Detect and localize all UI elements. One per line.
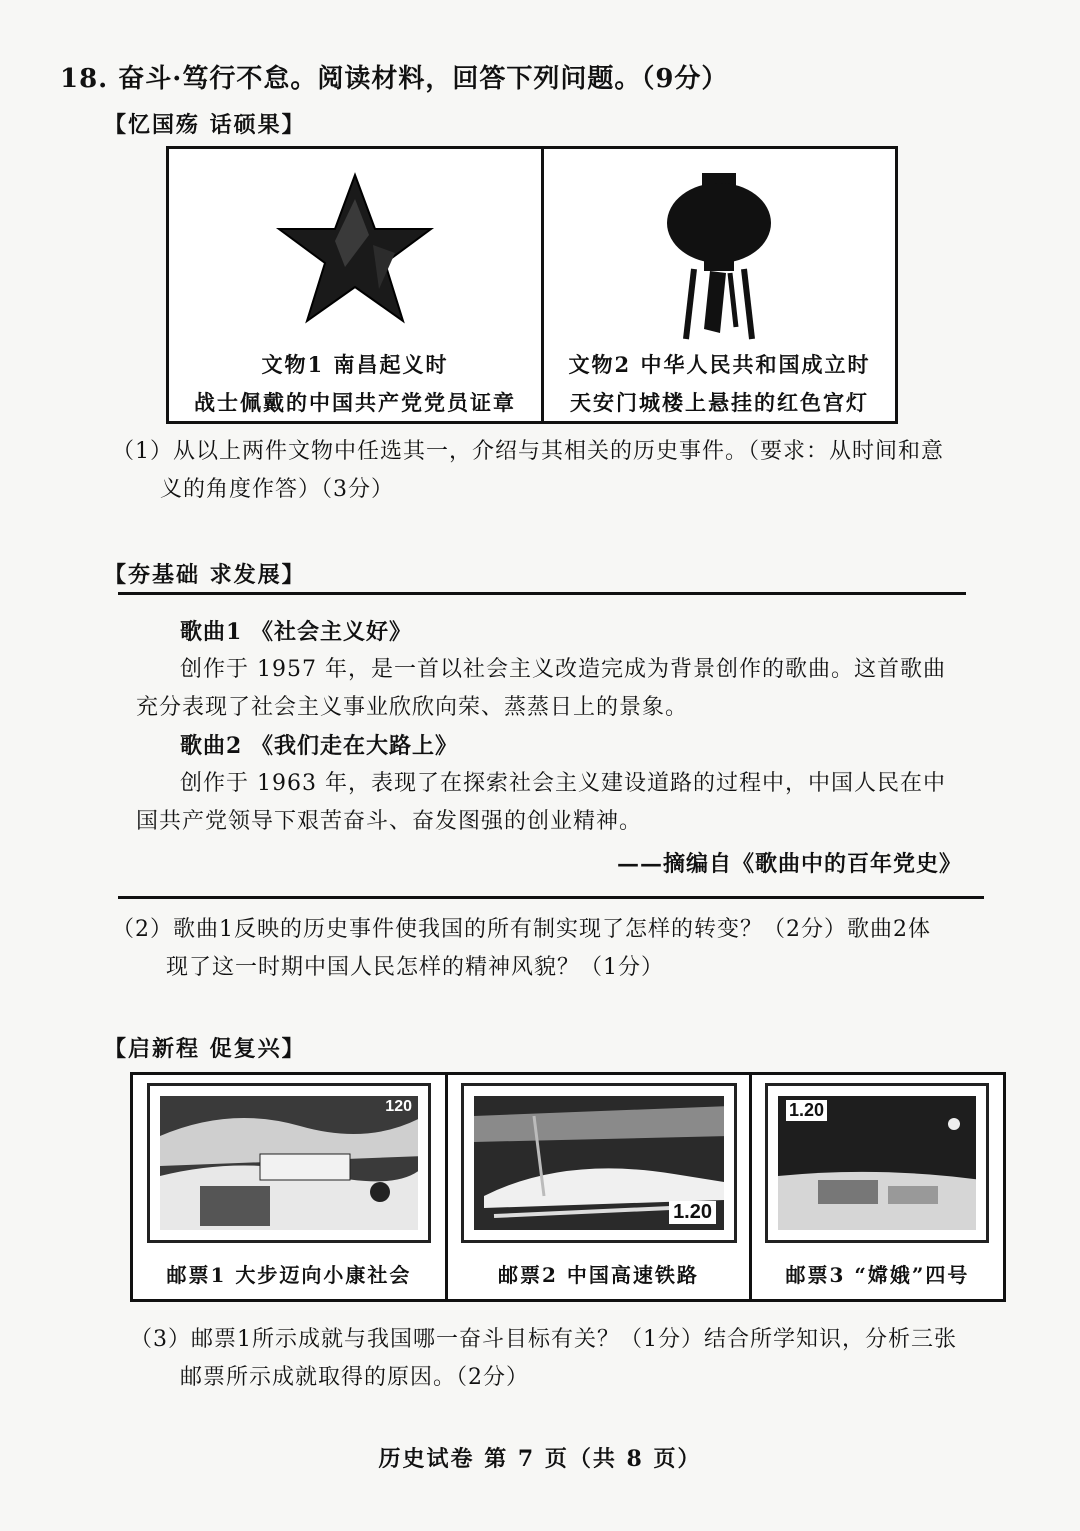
section1-label: 【忆国殇 话硕果】	[104, 112, 306, 138]
artifact1-cell	[169, 149, 541, 421]
stamp3	[765, 1083, 989, 1243]
stamp1-value: 120	[385, 1098, 412, 1115]
stamp1	[147, 1083, 431, 1243]
section2-top-rule	[118, 592, 966, 595]
question-title: 18. 奋斗·笃行不怠。阅读材料，回答下列问题。（9分）	[60, 64, 729, 94]
source-attribution: ——摘编自《歌曲中的百年党史》	[616, 851, 962, 877]
artifact1-caption-line1: 文物1 南昌起义时	[261, 352, 449, 377]
section3-label: 【启新程 促复兴】	[104, 1036, 306, 1062]
q1-line2: 义的角度作答）（3分）	[160, 477, 394, 502]
village-scene-icon	[160, 1096, 418, 1230]
artifact2-caption-line1: 文物2 中华人民共和国成立时	[568, 352, 871, 377]
artifact2-caption-line2: 天安门城楼上悬挂的红色宫灯	[570, 390, 869, 415]
song2-line1: 创作于 1963 年，表现了在探索社会主义建设道路的过程中，中国人民在中	[180, 771, 946, 796]
q3-line1: （3）邮票1所示成就与我国哪一奋斗目标有关？（1分）结合所学知识，分析三张	[130, 1327, 957, 1352]
stamp3-caption: 邮票3 “嫦娥”四号	[785, 1263, 970, 1287]
stamp2-value: 1.20	[669, 1201, 716, 1224]
artifact2-cell	[544, 149, 895, 421]
stamp-table	[130, 1072, 1006, 1302]
page-footer: 历史试卷 第 7 页（共 8 页）	[378, 1446, 702, 1472]
q2-line1: （2）歌曲1反映的历史事件使我国的所有制实现了怎样的转变？（2分）歌曲2体	[112, 917, 931, 942]
song2-line2: 国共产党领导下艰苦奋斗、奋发图强的创业精神。	[136, 809, 643, 834]
stamp2	[461, 1083, 737, 1243]
stamp1-caption: 邮票1 大步迈向小康社会	[166, 1263, 412, 1287]
q2-line2: 现了这一时期中国人民怎样的精神风貌？（1分）	[166, 955, 664, 980]
artifact-table	[166, 146, 898, 424]
song1-line2: 充分表现了社会主义事业欣欣向荣、蒸蒸日上的景象。	[136, 695, 689, 720]
stamp3-value: 1.20	[786, 1100, 827, 1121]
stamp1-image	[160, 1096, 418, 1230]
star-badge-icon	[275, 171, 435, 331]
lantern-icon	[664, 169, 774, 345]
q1-line1: （1）从以上两件文物中任选其一，介绍与其相关的历史事件。（要求：从时间和意	[112, 439, 944, 464]
section2-label: 【夯基础 求发展】	[104, 562, 306, 588]
artifact1-caption-line2: 战士佩戴的中国共产党党员证章	[194, 390, 516, 415]
song1-title: 歌曲1 《社会主义好》	[180, 619, 412, 645]
section2-bottom-rule	[118, 896, 984, 899]
q3-line2: 邮票所示成就取得的原因。（2分）	[180, 1365, 529, 1390]
song1-line1: 创作于 1957 年，是一首以社会主义改造完成为背景创作的歌曲。这首歌曲	[180, 657, 946, 682]
song2-title: 歌曲2 《我们走在大路上》	[180, 733, 458, 759]
stamp2-caption: 邮票2 中国高速铁路	[498, 1263, 699, 1287]
